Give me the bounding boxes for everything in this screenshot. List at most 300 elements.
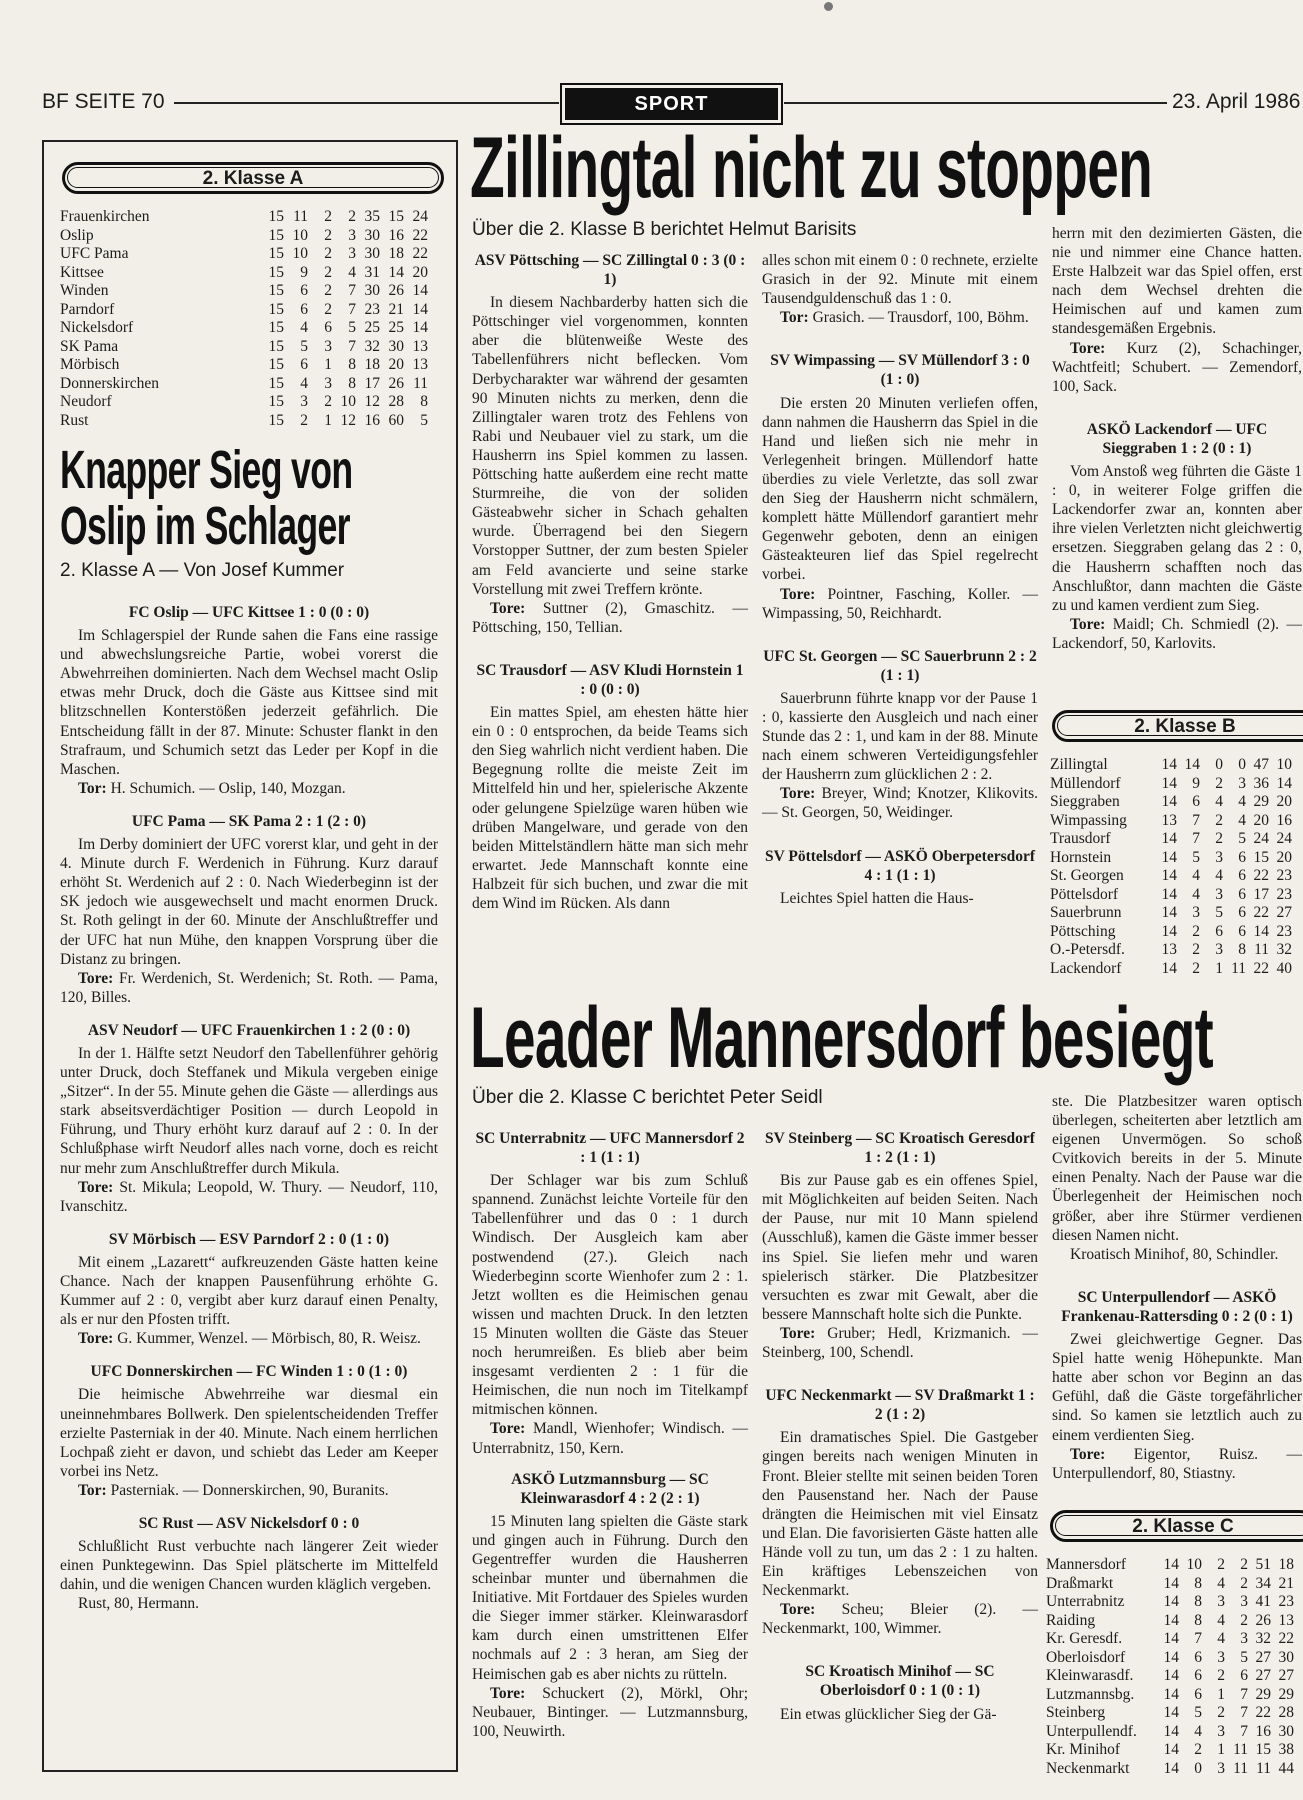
team-name: Raiding: [1046, 1611, 1096, 1629]
stat-cell: 14: [1163, 1667, 1179, 1684]
table-row: [1050, 941, 1300, 960]
team-name: SK Pama: [60, 337, 119, 355]
table-row: [1046, 1760, 1302, 1779]
stat-cell: 11: [1254, 941, 1269, 958]
stat-cell: 27: [1276, 904, 1292, 921]
stat-cell: 14: [1163, 1574, 1179, 1592]
stat-cell: 22: [1278, 1630, 1294, 1647]
stat-cell: 31: [364, 263, 380, 281]
stat-cell: 21: [388, 300, 404, 318]
team-name: Lackendorf: [1050, 959, 1122, 977]
table-row: [60, 412, 444, 431]
match-text: Der Schlager war bis zum Schluß spannend. Zunächst leichte Vorteile für den Tabellenführer und das 0 : 1 durch Windisch. Der Ausgleich kam aber postwendend (27.). Gleich nach Wiederbeginn scorte Wienhofer zum 2 : 1. Jetzt wollten es die Heimischen genau wissen und machten Druck. In den letzten 15 Minuten wollten die Gäste das Steuer noch herumreißen. Es blieb aber beim insgesamt verdienten 2 : 1 für die Heimischen, die nun noch im Titelkampf mitmischen können.: [472, 1172, 748, 1419]
stat-cell: 18: [388, 245, 404, 262]
stat-cell: 6: [1194, 1685, 1202, 1703]
table-row: [1046, 1741, 1302, 1760]
team-name: Müllendorf: [1050, 774, 1121, 792]
table-row: [1046, 1723, 1302, 1742]
match-text: Vom Anstoß weg führten die Gäste 1 : 0, in weiterer Folge griffen die Lackendorfer zwar an, konnten aber ihre vielen Verletzten nicht gleichwertig ersetzen. Sieggraben gelang das 2 : 0, die Hausherrn schafften noch das Anschlußtor, dann machten die Gäste zu und kamen verdient zum Sieg.: [1052, 463, 1302, 614]
klasse-a-title-pill: [62, 162, 444, 194]
table-row: [1050, 867, 1300, 886]
match-title: SC Rust — ASV Nickelsdorf 0 : 0: [138, 1515, 360, 1533]
match-scorers: [60, 1178, 438, 1216]
stat-cell: 17: [1253, 885, 1269, 903]
team-name: Unterrabnitz: [1046, 1593, 1125, 1610]
match-scorers: [472, 1419, 748, 1457]
stat-cell: 1: [1217, 1741, 1225, 1758]
team-name: Pöttsching: [1050, 922, 1116, 940]
match-title: SC Unterrabnitz — UFC Mannersdorf 2 : 1 (1 : 1): [475, 1130, 745, 1167]
stat-cell: 2: [324, 226, 332, 244]
stat-cell: 14: [412, 300, 428, 318]
table-row: [1046, 1612, 1302, 1631]
article-b-column-1: [472, 251, 748, 913]
stat-cell: 16: [388, 226, 404, 244]
stat-cell: 22: [1255, 1704, 1271, 1721]
scorers-label: Tore:: [490, 599, 526, 617]
match-text: Die heimische Abwehrreihe war diesmal ein uneinnehmbares Bollwerk. Den spielentscheidenden Treffer erzielte Pasterniak in der 40. Minute. Nach einem herrlichen Lochpaß zieht er davon, und schiebt das Leder am Keeper vorbei ins Netz.: [60, 1386, 438, 1480]
table-row: [60, 227, 444, 246]
match-text: Mit einem „Lazarett“ aufkreuzenden Gäste hatten keine Chance. Nach der knappen Pausenführung erhöhte G. Kummer auf 2 : 0, vergibt aber kurz darauf einen Penalty, als er nur den Pfosten trifft.: [60, 1253, 438, 1329]
table-row: [60, 356, 444, 375]
match-text: 15 Minuten lang spielten die Gäste stark und gingen auch in Führung. Durch den Gegentreffer wurden die Hausherren scheinbar munter und übernahmen die Initiative. Mit Fortdauer des Spieles wurden die Sieger immer stärker. Kleinwarasdorf kam durch einen umstrittenen Elfer nochmals auf 2 : 3 heran, am Sieg der Heimischen gab es aber nichts zu rütteln.: [472, 1512, 748, 1683]
match-text: Im Schlagerspiel der Runde sahen die Fans eine rassige und abwechslungsreiche Partie, wobei vorerst die Abwehrreihen dominierten. Nach dem Wechsel macht Oslip etwas mehr Druck, doch die Gäste aus Kittsee sind mit blitzschnellen Konterstößen jederzeit gefährlich. Die Entscheidung fällt in der 87. Minute: Schuster flankt in den Strafraum, und Schumich setzt das Leder per Kopf in die Maschen.: [60, 627, 438, 778]
team-name: Lutzmannsbg.: [1046, 1685, 1135, 1703]
scorers-text: Maidl; Ch. Schmiedl (2). — Lackendorf, 50, Karlovits.: [1052, 615, 1303, 652]
table-row: [1046, 1556, 1302, 1575]
match-scorers: [472, 1684, 748, 1741]
team-name: Trausdorf: [1050, 830, 1111, 847]
scorers-text: Fr. Werdenich, St. Werdenich; St. Roth. — Pama, 120, Billes.: [60, 969, 438, 1006]
table-row: [60, 301, 444, 320]
match-title: SC Unterpullendorf — ASKÖ Frankenau-Rattersding 0 : 2 (0 : 1): [1061, 1288, 1293, 1325]
scorers-label: Tore:: [78, 1178, 114, 1196]
match-title: FC Oslip — UFC Kittsee 1 : 0 (0 : 0): [128, 604, 370, 621]
match-title: UFC Pama — SK Pama 2 : 1 (2 : 0): [131, 812, 367, 830]
klasse-c-table: [1046, 1556, 1302, 1778]
scorers-text: Gruber; Hedl, Krizmanich. — Steinberg, 100, Schendl.: [762, 1324, 1038, 1362]
stat-cell: 15: [268, 300, 284, 318]
stat-cell: 17: [364, 374, 380, 392]
table-row: [1050, 886, 1300, 905]
stat-cell: 0: [1238, 756, 1246, 773]
stat-cell: 15: [268, 208, 284, 225]
stat-cell: 7: [1192, 830, 1200, 847]
stat-cell: 14: [1163, 1704, 1179, 1721]
stat-cell: 29: [1278, 1685, 1294, 1703]
header-rule-left: [174, 102, 559, 104]
stat-cell: 26: [1255, 1611, 1271, 1629]
match-text: alles schon mit einem 0 : 0 rechnete, erzielte Grasich in der 92. Minute mit einem Tausendguldenschuß das 1 : 0.: [762, 252, 1038, 308]
team-name: Mannersdorf: [1046, 1556, 1127, 1573]
stat-cell: 4: [1238, 811, 1246, 829]
scorers-label: Tore:: [78, 969, 114, 987]
match-text: Im Derby dominiert der UFC vorerst klar, und geht in der 4. Minute durch F. Werdenich in Führung. Kurz darauf erhöht St. Werdenich auf 2 : 0. Nach Wiederbeginn ist der SK jedoch wie ausgewechselt und macht enormen Druck. St. Roth gelingt in der 60. Minute der Anschlußtreffer und der UFC hat nun Mühe, den knappen Vorsprung über die Distanz zu bringen.: [60, 836, 438, 968]
stat-cell: 14: [1161, 774, 1177, 792]
team-name: Oberloisdorf: [1046, 1648, 1126, 1666]
stat-cell: 15: [268, 226, 284, 244]
scorers-label: Tore:: [1070, 339, 1106, 357]
match-title: SC Kroatisch Minihof — SC Oberloisdorf 0 : 1 (0 : 1): [805, 1663, 995, 1700]
stat-cell: 6: [1240, 1667, 1248, 1684]
scorers-label: Tore:: [780, 585, 816, 603]
match-referee: Rust, 80, Hermann.: [78, 1595, 199, 1613]
stat-cell: 1: [324, 356, 332, 373]
stat-cell: 20: [1253, 811, 1269, 829]
table-row: [1046, 1686, 1302, 1705]
stat-cell: 27: [1278, 1667, 1294, 1684]
stat-cell: 7: [1192, 811, 1200, 829]
match-text: ste. Die Platzbesitzer waren optisch überlegen, scheiterten aber letztlich am eigenen Unvermögen. So schoß Cvitkovich bereits in der 5. Minute einen Penalty. Nach der Pause war die Überlegenheit der Heimischen noch größer, aber ihre Stürmer verdienen diesen Namen nicht.: [1052, 1093, 1302, 1244]
stat-cell: 4: [1217, 1630, 1225, 1647]
scorers-text: G. Kummer, Wenzel. — Mörbisch, 80, R. Weisz.: [117, 1330, 421, 1348]
stat-cell: 22: [1253, 867, 1269, 884]
klasse-a-title: 2. Klasse A: [67, 167, 439, 188]
table-row: [1050, 923, 1300, 942]
klasse-a-table: [60, 208, 444, 430]
stat-cell: 0: [1215, 756, 1223, 773]
scorers-label: Tore:: [490, 1420, 526, 1438]
stat-cell: 22: [1253, 959, 1269, 977]
stat-cell: 3: [1238, 774, 1246, 792]
table-row: [1050, 830, 1300, 849]
team-name: Draßmarkt: [1046, 1574, 1114, 1592]
match-scorers: [1052, 339, 1302, 396]
stat-cell: 16: [1276, 811, 1292, 829]
stat-cell: 3: [1217, 1648, 1225, 1666]
stat-cell: 8: [1194, 1593, 1202, 1610]
match-scorers: [762, 784, 1038, 822]
match-scorers: [762, 308, 1038, 327]
stat-cell: 22: [412, 226, 428, 244]
stat-cell: 15: [268, 282, 284, 299]
stat-cell: 47: [1253, 756, 1269, 773]
stat-cell: 14: [1253, 922, 1269, 940]
stat-cell: 30: [1278, 1648, 1294, 1666]
team-name: Nickelsdorf: [60, 319, 134, 336]
stat-cell: 15: [268, 411, 284, 429]
table-row: [60, 375, 444, 394]
stat-cell: 3: [1217, 1593, 1225, 1610]
match-title: UFC Donnerskirchen — FC Winden 1 : 0 (1 : 0): [90, 1363, 408, 1381]
team-name: St. Georgen: [1050, 867, 1124, 884]
stat-cell: 8: [348, 374, 356, 392]
stat-cell: 11: [413, 374, 428, 392]
stat-cell: 3: [1240, 1593, 1248, 1610]
stat-cell: 51: [1255, 1556, 1271, 1573]
stat-cell: 6: [1194, 1667, 1202, 1684]
match-text: Schlußlicht Rust verbuchte nach längerer Zeit wieder einen Punktegewinn. Das Spiel plätscherte im Mittelfeld dahin, und die wenigen Chancen wurden kläglich vergeben.: [60, 1538, 438, 1594]
klasse-b-title-pill: [1052, 710, 1303, 742]
scorers-label: Tor:: [78, 1481, 107, 1499]
team-name: Rust: [60, 411, 89, 429]
stat-cell: 9: [300, 263, 308, 281]
match-title: SV Pöttelsdorf — ASKÖ Oberpetersdorf 4 : 1 (1 : 1): [764, 847, 1036, 884]
stat-cell: 14: [1161, 959, 1177, 977]
stat-cell: 4: [1217, 1611, 1225, 1629]
stat-cell: 6: [300, 300, 308, 318]
stat-cell: 25: [364, 319, 380, 336]
team-name: Mörbisch: [60, 356, 120, 373]
team-name: Zillingtal: [1050, 756, 1108, 773]
team-name: Steinberg: [1046, 1704, 1106, 1721]
stat-cell: 34: [1255, 1574, 1271, 1592]
match-title: SC Trausdorf — ASV Kludi Hornstein 1 : 0 (0 : 0): [476, 661, 744, 698]
stat-cell: 3: [1215, 941, 1223, 958]
match-title: SV Steinberg — SC Kroatisch Geresdorf 1 : 2 (1 : 1): [765, 1130, 1035, 1167]
scorers-label: Tore:: [78, 1330, 114, 1348]
match-text: Ein etwas glücklicher Sieg der Gä-: [780, 1705, 997, 1723]
team-name: Donnerskirchen: [60, 374, 159, 392]
stat-cell: 15: [268, 337, 284, 355]
stat-cell: 13: [1161, 811, 1177, 829]
match-text: In der 1. Hälfte setzt Neudorf den Tabellenführer gehörig unter Druck, doch Steffanek und Mikula vergeben einige „Sitzer“. In der 55. Minute gehen die Gäste — allerdings aus stark abseitsverdächtiger Position — durch Leopold in Führung, und Thury erhöht kurz darauf auf 2 : 0. In der Schlußphase wirft Neudorf alles nach vorne, doch es reicht nur mehr zum Anschlußtreffer durch Mikula.: [60, 1044, 438, 1177]
stat-cell: 6: [300, 282, 308, 299]
stat-cell: 7: [1194, 1630, 1202, 1647]
stat-cell: 30: [388, 337, 404, 355]
scorers-label: Tore:: [490, 1684, 526, 1702]
stat-cell: 10: [340, 393, 356, 410]
scorers-label: Tore:: [780, 1601, 816, 1619]
stat-cell: 2: [1215, 830, 1223, 847]
stat-cell: 5: [1194, 1704, 1202, 1721]
table-row: [60, 319, 444, 338]
stat-cell: 40: [1276, 959, 1292, 977]
match-text: Leichtes Spiel hatten die Haus-: [780, 889, 974, 907]
match-scorers: [60, 1329, 438, 1348]
stat-cell: 14: [412, 319, 428, 336]
stat-cell: 4: [1217, 1574, 1225, 1592]
stat-cell: 2: [1217, 1704, 1225, 1721]
table-row: [1050, 775, 1300, 794]
stat-cell: 11: [1256, 1759, 1271, 1777]
ink-dot: [824, 2, 833, 11]
scorers-label: Tore:: [780, 1324, 816, 1342]
match-scorers: [472, 599, 748, 637]
table-row: [1050, 756, 1300, 775]
match-scorers: [60, 779, 438, 798]
stat-cell: 13: [412, 356, 428, 373]
article-a-headline: [60, 442, 480, 562]
stat-cell: 2: [1240, 1611, 1248, 1629]
stat-cell: 23: [1276, 867, 1292, 884]
stat-cell: 14: [1163, 1685, 1179, 1703]
match-text: Bis zur Pause gab es ein offenes Spiel, mit Möglichkeiten auf beiden Seiten. Nach der Pause, nur mit 10 Mann spielend (Ausschluß), kamen die Gäste immer besser ins Spiel. Sie liefen mehr und waren spielerisch stärker. Die Platzbesitzer versuchten es zwar mit Gewalt, aber die bessere Mannschaft holte sich die Punkte.: [762, 1172, 1038, 1323]
scorers-text: Suttner (2), Gmaschitz. — Pöttsching, 150, Tellian.: [472, 599, 748, 636]
table-row: [1046, 1649, 1302, 1668]
stat-cell: 22: [1253, 904, 1269, 921]
match-text: Die ersten 20 Minuten verliefen offen, dann nahmen die Hausherrn das Spiel in die Hand und ließen sich nie mehr in Verlegenheit bringen. Müllendorf hatte überdies zu viele Verletzte, das soll zwar den Sieg der Hausherrn nicht schmälern, komplett hätte Müllendorf garantiert mehr Gegenwehr geboten, denn an einigen Gästeakteuren lief das Spiel regelrecht vorbei.: [762, 394, 1038, 584]
stat-cell: 12: [340, 411, 356, 429]
stat-cell: 4: [300, 374, 308, 392]
stat-cell: 36: [1253, 774, 1269, 792]
stat-cell: 15: [268, 319, 284, 336]
stat-cell: 15: [268, 374, 284, 392]
stat-cell: 13: [412, 337, 428, 355]
stat-cell: 2: [324, 245, 332, 262]
table-row: [1050, 960, 1300, 979]
match-title: ASKÖ Lackendorf — UFC Sieggraben 1 : 2 (0 : 1): [1086, 420, 1268, 457]
stat-cell: 14: [1161, 867, 1177, 884]
stat-cell: 25: [388, 319, 404, 336]
team-name: Kr. Minihof: [1046, 1741, 1121, 1758]
table-row: [1050, 793, 1300, 812]
stat-cell: 15: [268, 393, 284, 410]
page-number: BF SEITE 70: [42, 90, 165, 113]
stat-cell: 32: [1255, 1630, 1271, 1647]
scorers-label: Tore:: [1070, 615, 1106, 633]
stat-cell: 11: [1233, 1741, 1248, 1758]
stat-cell: 6: [1238, 904, 1246, 921]
stat-cell: 13: [1161, 941, 1177, 958]
stat-cell: 10: [292, 226, 308, 244]
stat-cell: 2: [1192, 941, 1200, 958]
team-name: Parndorf: [60, 300, 115, 318]
team-name: Sieggraben: [1050, 793, 1120, 810]
match-scorers: [762, 1324, 1038, 1362]
stat-cell: 7: [348, 300, 356, 318]
article-a-title-line2: Oslip im Schlager: [60, 496, 350, 556]
stat-cell: 2: [1240, 1574, 1248, 1592]
scorers-text: Grasich. — Trausdorf, 100, Böhm.: [812, 309, 1029, 327]
stat-cell: 13: [1278, 1611, 1294, 1629]
stat-cell: 29: [1255, 1685, 1271, 1703]
scorers-text: Kurz (2), Schachinger, Wachtfeitl; Schubert. — Zemendorf, 100, Sack.: [1052, 339, 1302, 395]
stat-cell: 3: [1215, 885, 1223, 903]
scorers-text: Breyer, Wind; Knotzer, Klikovits. — St. Georgen, 50, Weidinger.: [762, 785, 1038, 822]
stat-cell: 15: [268, 356, 284, 373]
table-row: [1050, 849, 1300, 868]
stat-cell: 24: [1276, 830, 1292, 847]
stat-cell: 22: [412, 245, 428, 262]
team-name: Neckenmarkt: [1046, 1759, 1130, 1777]
team-name: Neudorf: [60, 393, 112, 410]
scorers-label: Tore:: [780, 785, 816, 803]
match-title: ASKÖ Lutzmannsburg — SC Kleinwarasdorf 4 : 2 (2 : 1): [511, 1470, 709, 1507]
stat-cell: 14: [412, 282, 428, 299]
team-name: Hornstein: [1050, 848, 1112, 866]
stat-cell: 32: [1276, 941, 1292, 958]
stat-cell: 2: [1217, 1556, 1225, 1573]
stat-cell: 2: [1240, 1556, 1248, 1573]
match-title: UFC St. Georgen — SC Sauerbrunn 2 : 2 (1 : 1): [763, 647, 1037, 684]
scorers-label: Tor:: [780, 309, 809, 327]
stat-cell: 6: [1215, 922, 1223, 940]
stat-cell: 28: [388, 393, 404, 410]
team-name: Sauerbrunn: [1050, 904, 1122, 921]
stat-cell: 14: [1163, 1630, 1179, 1647]
stat-cell: 4: [1215, 867, 1223, 884]
article-b-column-3: [1052, 224, 1302, 653]
team-name: O.-Petersdf.: [1050, 941, 1125, 958]
stat-cell: 3: [324, 337, 332, 355]
table-row: [1046, 1630, 1302, 1649]
scorers-text: Pasterniak. — Donnerskirchen, 90, Buranits.: [110, 1481, 389, 1499]
stat-cell: 4: [1192, 867, 1200, 884]
stat-cell: 3: [348, 226, 356, 244]
stat-cell: 30: [1278, 1722, 1294, 1740]
stat-cell: 16: [364, 411, 380, 429]
stat-cell: 23: [1276, 885, 1292, 903]
table-row: [1046, 1575, 1302, 1594]
article-c-title: Leader Mannersdorf besiegt: [470, 990, 1213, 1086]
stat-cell: 2: [300, 411, 308, 429]
stat-cell: 5: [1240, 1648, 1248, 1666]
stat-cell: 2: [1192, 922, 1200, 940]
table-row: [1046, 1667, 1302, 1686]
stat-cell: 3: [1217, 1759, 1225, 1777]
stat-cell: 11: [1233, 1759, 1248, 1777]
stat-cell: 10: [1186, 1556, 1202, 1573]
stat-cell: 3: [1192, 904, 1200, 921]
stat-cell: 26: [388, 374, 404, 392]
scorers-text: Eigentor, Ruisz. — Unterpullendorf, 80, Stiastny.: [1052, 1445, 1303, 1482]
klasse-c-title: 2. Klasse C: [1055, 1515, 1303, 1536]
stat-cell: 2: [324, 300, 332, 318]
table-row: [1050, 904, 1300, 923]
stat-cell: 4: [1192, 885, 1200, 903]
stat-cell: 1: [1215, 959, 1223, 977]
match-text: In diesem Nachbarderby hatten sich die Pöttschinger viel vorgenommen, konnten aber die blütenweiße Weste des Tabellenführers nicht beflecken. Vom Derbycharakter war während der gesamten 90 Minuten nichts zu merken, denn die Zillingtaler waren trotz des Fehlens von Rabi und Neubauer viel zu stark, um die Hausherrn ins Spiel kommen zu lassen. Pöttsching hatte außerdem eine recht matte Sturmreihe, die von der soliden Gästeabwehr sicher in Schach gehalten wurde. Überragend bei den Siegern Vorstopper Suttner, der zum besten Spieler am Feld avancierte und seine starke Vorstellung mit zwei Treffern krönte.: [472, 294, 748, 598]
article-a-subtitle: 2. Klasse A — Von Josef Kummer: [60, 560, 345, 581]
article-a-body: [60, 603, 438, 1614]
stat-cell: 8: [348, 356, 356, 373]
match-text: Zwei gleichwertige Gegner. Das Spiel hatte wenig Höhepunkte. Man hatte aber schon vor Beginn an das Gefühl, daß die Gäste torgefährlicher sind. So kamen sie letztlich auch zu einem verdienten Sieg.: [1052, 1331, 1302, 1444]
article-c-column-2: [762, 1129, 1038, 1724]
stat-cell: 27: [1255, 1667, 1271, 1684]
stat-cell: 23: [364, 300, 380, 318]
match-text: herrn mit den dezimierten Gästen, die nie und nimmer eine Chance hatten. Erste Halbzeit war das Spiel offen, erst nach dem Wechsel drehten die Heimischen auf und kamen zum standesgemäßen Ergebnis.: [1052, 225, 1302, 338]
stat-cell: 14: [1184, 756, 1200, 773]
stat-cell: 7: [1240, 1722, 1248, 1740]
stat-cell: 41: [1255, 1593, 1271, 1610]
stat-cell: 7: [1240, 1704, 1248, 1721]
stat-cell: 4: [1215, 793, 1223, 810]
stat-cell: 16: [1255, 1722, 1271, 1740]
stat-cell: 5: [1215, 904, 1223, 921]
klasse-b-table: [1050, 756, 1300, 978]
stat-cell: 10: [1276, 756, 1292, 773]
article-a-title-line1: Knapper Sieg von: [60, 440, 353, 500]
stat-cell: 14: [1161, 922, 1177, 940]
issue-date: 23. April 1986: [1172, 90, 1301, 113]
stat-cell: 15: [1255, 1741, 1271, 1758]
stat-cell: 7: [348, 337, 356, 355]
stat-cell: 2: [1215, 774, 1223, 792]
stat-cell: 60: [388, 411, 404, 429]
stat-cell: 14: [1161, 830, 1177, 847]
stat-cell: 8: [1194, 1611, 1202, 1629]
klasse-b-title: 2. Klasse B: [1057, 715, 1303, 736]
stat-cell: 2: [1194, 1741, 1202, 1758]
stat-cell: 15: [388, 208, 404, 225]
stat-cell: 11: [293, 208, 308, 225]
stat-cell: 6: [300, 356, 308, 373]
scorers-label: Tor:: [78, 779, 107, 797]
stat-cell: 44: [1278, 1759, 1294, 1777]
stat-cell: 20: [412, 263, 428, 281]
stat-cell: 14: [1163, 1722, 1179, 1740]
stat-cell: 23: [1278, 1593, 1294, 1610]
stat-cell: 38: [1278, 1741, 1294, 1758]
stat-cell: 14: [1161, 756, 1177, 773]
table-row: [60, 208, 444, 227]
stat-cell: 3: [1215, 848, 1223, 866]
stat-cell: 4: [1238, 793, 1246, 810]
stat-cell: 14: [1163, 1593, 1179, 1610]
stat-cell: 15: [1253, 848, 1269, 866]
stat-cell: 2: [1217, 1667, 1225, 1684]
